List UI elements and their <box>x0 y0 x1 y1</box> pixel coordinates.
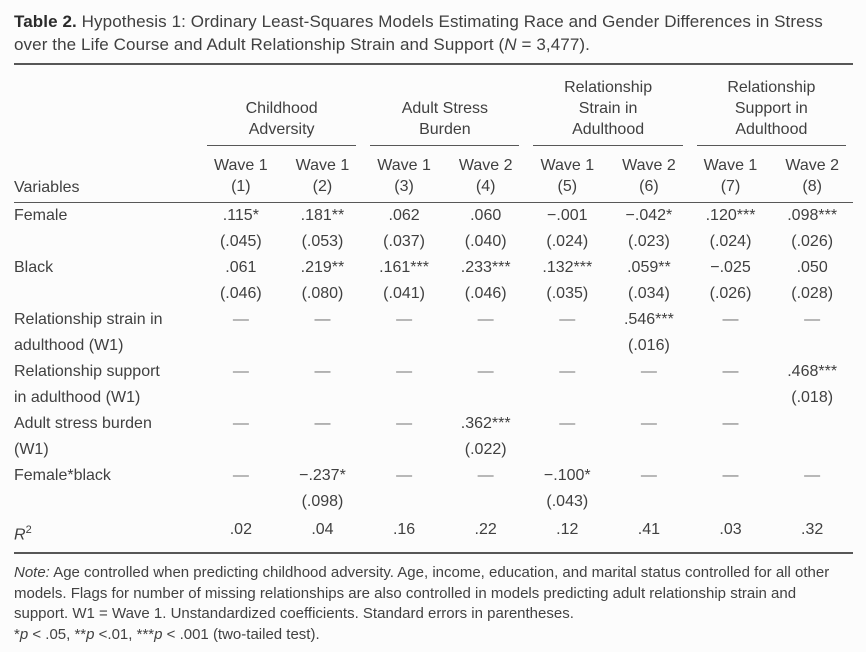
coefficient-cell <box>608 411 690 463</box>
coefficient-cell <box>771 307 853 359</box>
standard-error <box>282 333 364 359</box>
coefficient-value: — <box>232 415 249 432</box>
coefficient-value: — <box>396 415 413 432</box>
row-variable-label: Adult stress burden (W1) <box>14 415 152 458</box>
standard-error: (.043) <box>546 493 589 510</box>
coefficient-cell <box>200 359 282 411</box>
coefficient-value: .181** <box>300 207 345 224</box>
model-number: (4) <box>475 178 496 195</box>
r-squared-value: .16 <box>392 521 416 538</box>
coefficient-value <box>771 411 853 437</box>
coefficient-cell <box>282 463 364 515</box>
text-segment: Table 2. <box>14 12 77 31</box>
standard-error <box>363 489 445 515</box>
coefficient-cell <box>771 203 853 256</box>
regression-table <box>14 65 853 552</box>
coefficient-value: — <box>722 467 739 484</box>
model-number: (6) <box>639 178 659 195</box>
model-number: (7) <box>720 178 741 195</box>
column-group-4 <box>690 65 853 146</box>
standard-error: (.041) <box>383 285 425 302</box>
column-header-4 <box>445 146 527 203</box>
coefficient-cell <box>608 463 690 515</box>
wave-label: Wave 1 <box>540 157 595 174</box>
coefficient-cell <box>363 203 445 256</box>
standard-error: (.080) <box>301 285 344 302</box>
table-row <box>14 255 853 307</box>
standard-error <box>690 489 772 515</box>
wave-label: Wave 1 <box>295 157 350 174</box>
r-squared-value: .12 <box>556 521 579 538</box>
significance-note <box>14 625 852 646</box>
coefficient-cell <box>608 255 690 307</box>
standard-error <box>690 333 772 359</box>
standard-error <box>526 385 608 411</box>
coefficient-value: — <box>722 363 739 380</box>
coefficient-cell <box>526 307 608 359</box>
text-segment: Age controlled when predicting childhood adversity. Age, income, education, and marital status controlled for all other models. Flags for number of missing relationships are also controlled in models predicting adult relationship strain and support. W1 = Wave 1. Unstandardized coefficients. Standard errors in parentheses. <box>14 564 830 623</box>
standard-error <box>200 385 282 411</box>
column-header-8 <box>771 146 853 203</box>
coefficient-cell <box>363 359 445 411</box>
coefficient-value: .050 <box>796 259 828 276</box>
column-header-7 <box>690 146 772 203</box>
standard-error: (.040) <box>464 233 507 250</box>
table-body <box>14 203 853 553</box>
coefficient-cell <box>282 359 364 411</box>
coefficient-cell <box>445 307 527 359</box>
text-segment: < .001 (two-tailed test). <box>162 625 320 643</box>
wave-label: Wave 2 <box>622 157 676 174</box>
standard-error: (.016) <box>628 337 670 354</box>
r-squared-exponent: 2 <box>25 524 32 536</box>
text-segment: p <box>19 625 29 643</box>
coefficient-value: .061 <box>225 259 257 276</box>
coefficient-value: — <box>804 467 821 484</box>
coefficient-cell <box>771 359 853 411</box>
r-squared-value: .32 <box>801 521 824 538</box>
coefficient-cell <box>445 463 527 515</box>
standard-error: (.024) <box>546 233 589 250</box>
coefficient-value: — <box>722 311 739 328</box>
coefficient-cell <box>690 255 772 307</box>
standard-error <box>608 437 690 463</box>
standard-error <box>445 489 527 515</box>
standard-error: (.023) <box>628 233 670 250</box>
coefficient-value: .062 <box>388 207 420 224</box>
column-group-1 <box>200 65 363 146</box>
coefficient-cell <box>445 203 527 256</box>
coefficient-value: — <box>232 467 249 484</box>
coefficient-cell <box>282 203 364 256</box>
r-squared-value: .41 <box>637 521 661 538</box>
coefficient-cell <box>200 255 282 307</box>
coefficient-cell <box>690 203 772 256</box>
row-variable-label: Black <box>14 259 54 276</box>
r-squared-value: .22 <box>474 521 497 538</box>
column-group-label: Adult Stress Burden <box>401 100 488 138</box>
standard-error <box>200 333 282 359</box>
coefficient-cell <box>771 411 853 463</box>
coefficient-value: — <box>396 363 413 380</box>
coefficient-value: .546*** <box>623 311 674 328</box>
coefficient-cell <box>690 411 772 463</box>
coefficient-cell <box>445 359 527 411</box>
coefficient-cell <box>200 203 282 256</box>
row-variable-label: Female <box>14 207 68 224</box>
coefficient-cell <box>608 307 690 359</box>
coefficient-cell <box>526 359 608 411</box>
standard-error <box>690 385 772 411</box>
standard-error <box>282 385 364 411</box>
row-variable-label: Female*black <box>14 467 111 484</box>
coefficient-value: .098*** <box>787 207 838 224</box>
coefficient-value: — <box>477 363 494 380</box>
row-variable-label: Relationship support in adulthood (W1) <box>14 363 160 406</box>
coefficient-value: .115* <box>222 207 259 224</box>
text-segment: * <box>14 625 20 643</box>
coefficient-value: .219** <box>300 259 345 276</box>
standard-error <box>445 385 527 411</box>
coefficient-value: .161*** <box>379 259 429 276</box>
coefficient-cell <box>282 255 364 307</box>
standard-error: (.034) <box>628 285 670 302</box>
table-row <box>14 411 853 463</box>
standard-error: (.026) <box>791 233 834 250</box>
coefficient-value: — <box>232 363 249 380</box>
coefficient-cell <box>200 307 282 359</box>
column-group-row <box>14 65 853 146</box>
text-segment: N <box>504 35 517 54</box>
coefficient-value: — <box>559 363 576 380</box>
coefficient-value: — <box>396 311 413 328</box>
coefficient-value: — <box>640 467 657 484</box>
standard-error <box>771 437 853 463</box>
standard-error <box>200 437 282 463</box>
wave-label: Wave 2 <box>785 157 839 174</box>
coefficient-value: .059** <box>627 259 671 276</box>
coefficient-cell <box>363 411 445 463</box>
coefficient-cell <box>363 255 445 307</box>
standard-error <box>363 333 445 359</box>
standard-error: (.045) <box>219 233 262 250</box>
table-row <box>14 463 853 515</box>
standard-error: (.046) <box>219 285 262 302</box>
standard-error <box>445 333 527 359</box>
coefficient-cell <box>608 203 690 256</box>
wave-label: Wave 2 <box>458 157 513 174</box>
coefficient-value: .060 <box>470 207 502 224</box>
text-segment: = 3,477). <box>516 35 590 54</box>
text-segment: < .05, ** <box>28 625 87 643</box>
coefficient-value: −.042* <box>625 207 673 224</box>
coefficient-cell <box>526 255 608 307</box>
coefficient-cell <box>282 307 364 359</box>
standard-error <box>771 333 853 359</box>
column-group-spanner-rule <box>207 98 356 146</box>
coefficient-value: — <box>396 467 413 484</box>
note-text <box>14 563 852 625</box>
table-footnote <box>14 563 852 645</box>
corner-cell <box>14 65 200 146</box>
coefficient-cell <box>690 359 772 411</box>
column-group-2 <box>363 65 526 146</box>
coefficient-cell <box>200 411 282 463</box>
standard-error: (.037) <box>383 233 425 250</box>
model-number: (5) <box>557 178 578 195</box>
standard-error: (.022) <box>464 441 507 458</box>
coefficient-value: — <box>804 311 821 328</box>
r-squared-row <box>14 515 853 552</box>
wave-label: Wave 1 <box>703 157 758 174</box>
coefficient-cell <box>690 307 772 359</box>
standard-error: (.028) <box>791 285 834 302</box>
row-variable-label: Relationship strain in adulthood (W1) <box>14 311 163 354</box>
column-group-spanner-rule <box>370 98 519 146</box>
column-header-3 <box>363 146 445 203</box>
coefficient-cell <box>363 307 445 359</box>
coefficient-value: .120*** <box>705 207 756 224</box>
r-squared-label <box>14 515 200 552</box>
coefficient-value: — <box>477 311 494 328</box>
model-number: (3) <box>394 178 414 195</box>
standard-error <box>200 489 282 515</box>
coefficient-value: — <box>559 415 576 432</box>
column-header-1 <box>200 146 282 203</box>
standard-error: (.018) <box>791 389 834 406</box>
standard-error <box>282 437 364 463</box>
standard-error: (.046) <box>464 285 507 302</box>
column-group-label: Relationship Support in Adulthood <box>727 79 816 138</box>
coefficient-value: −.025 <box>710 259 751 276</box>
standard-error <box>363 437 445 463</box>
coefficient-value: — <box>232 311 249 328</box>
standard-error: (.035) <box>546 285 589 302</box>
standard-error <box>526 437 608 463</box>
coefficient-cell <box>771 255 853 307</box>
r-squared-value: .02 <box>229 521 252 538</box>
wave-label: Wave 1 <box>377 157 431 174</box>
coefficient-value: — <box>722 415 739 432</box>
standard-error <box>526 333 608 359</box>
coefficient-value: — <box>640 415 657 432</box>
coefficient-cell <box>526 411 608 463</box>
column-header-6 <box>608 146 690 203</box>
bottom-rule <box>14 552 853 554</box>
column-header-5 <box>526 146 608 203</box>
coefficient-value: — <box>314 415 331 432</box>
column-group-spanner-rule <box>533 77 682 146</box>
coefficient-value: — <box>640 363 657 380</box>
coefficient-cell <box>445 255 527 307</box>
coefficient-value: — <box>477 467 494 484</box>
coefficient-cell <box>282 411 364 463</box>
standard-error <box>608 385 690 411</box>
coefficient-cell <box>445 411 527 463</box>
column-group-spanner-rule <box>697 77 846 146</box>
coefficient-cell <box>690 463 772 515</box>
r-squared-value: .04 <box>311 521 334 538</box>
wave-label: Wave 1 <box>214 157 268 174</box>
standard-error: (.026) <box>709 285 752 302</box>
coefficient-value: — <box>314 363 331 380</box>
coefficient-value: — <box>314 311 331 328</box>
model-number: (1) <box>231 178 251 195</box>
model-number: (8) <box>802 178 822 195</box>
standard-error: (.098) <box>301 493 344 510</box>
coefficient-value: −.237* <box>299 467 346 484</box>
standard-error: (.024) <box>709 233 752 250</box>
coefficient-value: −.001 <box>547 207 588 224</box>
coefficient-value: .132*** <box>542 259 593 276</box>
coefficient-cell <box>526 463 608 515</box>
table-row <box>14 307 853 359</box>
text-segment: p <box>86 625 95 643</box>
column-header-row <box>14 146 853 203</box>
standard-error <box>771 489 853 515</box>
coefficient-value: .233*** <box>460 259 511 276</box>
text-segment: <.01, *** <box>94 625 155 643</box>
coefficient-value: −.100* <box>543 467 591 484</box>
table-row <box>14 203 853 256</box>
text-segment: p <box>154 625 163 643</box>
coefficient-value: .362*** <box>460 415 511 432</box>
column-group-label: Relationship Strain in Adulthood <box>564 79 653 138</box>
table-row <box>14 359 853 411</box>
coefficient-cell <box>608 359 690 411</box>
coefficient-cell <box>200 463 282 515</box>
coefficient-cell <box>526 203 608 256</box>
column-header-2 <box>282 146 364 203</box>
standard-error <box>608 489 690 515</box>
coefficient-cell <box>771 463 853 515</box>
standard-error <box>690 437 772 463</box>
r-squared-value: .03 <box>719 521 742 538</box>
text-segment: Note: <box>14 564 50 582</box>
text-segment: Hypothesis 1: Ordinary Least-Squares Models Estimating Race and Gender Differences in Stress over the Life Course and Adult Relationship Strain and Support ( <box>14 12 823 54</box>
coefficient-value: .468*** <box>787 363 838 380</box>
coefficient-value: — <box>559 311 576 328</box>
coefficient-cell <box>363 463 445 515</box>
r-squared-letter: R <box>14 526 26 544</box>
model-number: (2) <box>312 178 333 195</box>
standard-error <box>363 385 445 411</box>
table-title <box>14 10 848 56</box>
column-group-label: Childhood Adversity <box>245 100 318 138</box>
variables-header: Variables <box>14 146 200 203</box>
standard-error: (.053) <box>301 233 344 250</box>
column-group-3 <box>526 65 689 146</box>
